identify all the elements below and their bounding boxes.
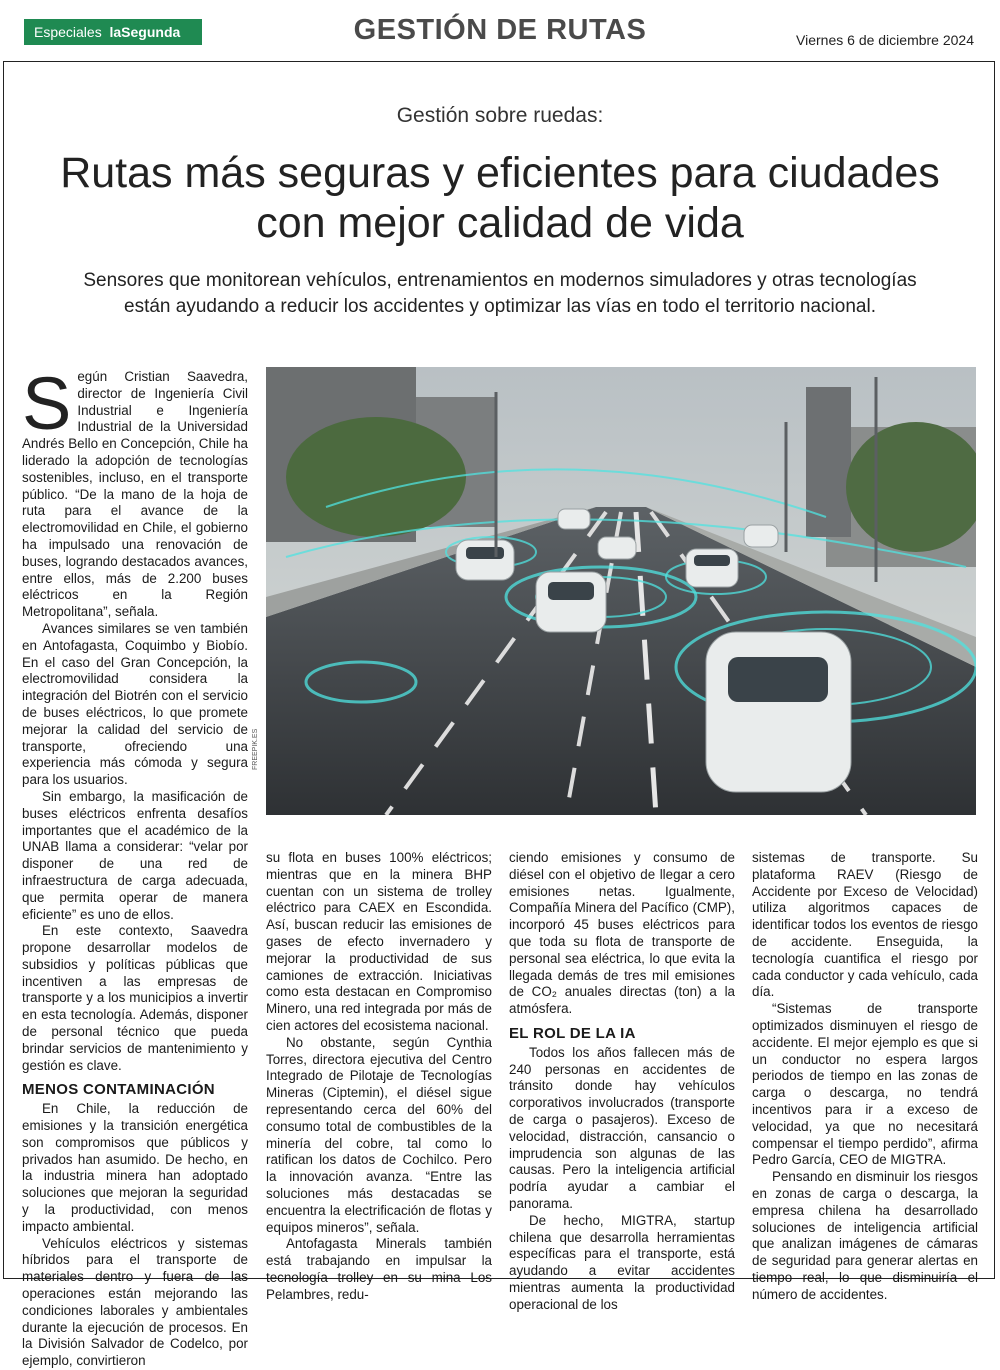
paragraph: Avances similares se ven también en Antofagasta, Coquimbo y Biobío. En el caso del Gran Concepción, la electromovilidad considera la integración del Biotrén con el servicio de buses eléctricos, lo que promete mejorar la calidad del servicio de transporte, ofreciendo una experiencia más cómoda y segura para los usuarios. [22,620,248,788]
paragraph: En este contexto, Saavedra propone desarrollar modelos de subsidios y políticas públicas que incentiven a las empresas de transporte y a los municipios a invertir en esta tecnología. Además, disponer de personal técnico que pueda brindar servicios de mantenimiento y gestión es clave. [22,923,248,1073]
subheading: MENOS CONTAMINACIÓN [22,1081,215,1099]
photo-credit: FREEPIK.ES [252,728,259,770]
paragraph: Antofagasta Minerals también está trabajando en impulsar la tecnología trolley en su mina Los Pelambres, redu- [266,1236,492,1302]
paragraph: sistemas de transporte. Su plataforma RAEV (Riesgo de Accidente por Exceso de Velocidad) utiliza algoritmos capaces de identificar todos los eventos de riesgo de accidente. Enseguida, la tecnología cuantifica el riesgo por cada conductor y cada vehículo, cada día. [752,850,978,1000]
paragraph: Pensando en disminuir los riesgos en zonas de carga o descarga, la empresa chilena ha desarrollado soluciones de inteligencia artificial que analizan imágenes de cámaras de seguridad para generar alertas en tiempo real, lo que disminuiría el número de accidentes. [752,1169,978,1302]
publication-badge: Especiales laSegunda [24,19,202,45]
paragraph: ciendo emisiones y consumo de diésel con el objetivo de llegar a cero emisiones netas. Igualmente, Compañía Minera del Pacífico (CMP), incorporó 45 buses eléctricos para que toda su flota de transporte de personal sea eléctrica, lo que evita la llegada demás de tres mil emisiones de CO₂ anuales directas (ton) a la atmósfera. [509,850,735,1017]
drop-cap: S [22,362,72,445]
paragraph: Sin embargo, la masificación de buses eléctricos enfrenta desafíos importantes que el académico de la UNAB llama a considerar: “velar por disponer de una red de infraestructura de carga adecuada, que permita operar de manera eficiente” es uno de ellos. [22,788,248,922]
article-column-1 [22,362,248,1370]
paragraph: “Sistemas de transporte optimizados disminuyen el riesgo de accidente. El mejor ejemplo es que si un conductor no espera largos periodos de tiempo en las zonas de carga o descarga, no tendrá incentivos para ir a exceso de velocidad, ya que no necesitará compensar el tiempo perdido”, afirma Pedro García, CEO de MIGTRA. [752,1001,978,1168]
subheading: EL ROL DE LA IA [509,1024,636,1042]
article-kicker: Gestión sobre ruedas: [396,104,604,127]
paragraph: Vehículos eléctricos y sistemas híbridos para el transporte de materiales dentro y fuera de las operaciones están mejorando las condiciones laborales y ambientales durante la ejecución de procesos. En la División Salvador de Codelco, por ejemplo, convirtieron [22,1235,248,1369]
article-photo [266,367,976,815]
paragraph: De hecho, MIGTRA, startup chilena que desarrolla herramientas específicas para el transporte, está ayudando a evitar accidentes mientras aumenta la productividad operacional de los [509,1212,735,1312]
article-headline: Rutas más seguras y eficientes para ciudades con mejor calidad de vida [60,149,940,247]
article-column-4 [752,850,978,1304]
section-title: GESTIÓN DE RUTAS [353,14,647,46]
paragraph: egún Cristian Saavedra, director de Ingeniería Civil Industrial e Ingeniería Industrial de la Universidad Andrés Bello en Concepción, Chile ha liderado la adopción de tecnologías sostenibles, incluso, en el transporte público. “De la mano de la hoja de ruta para el avance de la electromovilidad en Chile, el gobierno ha impulsado una renovación de buses, logrando destacados avances, entre ellos, más de 2.200 buses eléctricos en la Región Metropolitana”, señala. [22,369,248,620]
article-column-2 [266,850,492,1304]
article-deck: Sensores que monitorean vehículos, entrenamientos en modernos simuladores y otras tecnologías están ayudando a reducir los accidentes y optimizar las vías en todo el territorio nacional. [83,270,917,317]
paragraph: Todos los años fallecen más de 240 personas en accidentes de tránsito donde hay vehículos corporativos involucrados (transporte de carga o pasajeros). Exceso de velocidad, distracción, cansancio o imprudencia son algunas de las causas. Pero la inteligencia artificial podría ayudar a cambiar el panorama. [509,1044,735,1211]
paragraph: En Chile, la reducción de emisiones y la transición energética son compromisos que públicos y privados han asumido. De hecho, en la industria minera han adoptado soluciones que mejoran la seguridad y la productividad, con menos impacto ambiental. [22,1101,248,1234]
paragraph: No obstante, según Cynthia Torres, directora ejecutiva del Centro Integrado de Pilotaje de Tecnologías Mineras (Ciptemin), el diésel sigue representando cerca del 60% del consumo total de combustibles de la minería del cobre, tal como lo ratifican los datos de Cochilco. Pero la innovación avanza. “Entre las soluciones más destacadas se encuentra la electrificación de flotas y equipos mineros”, señala. [266,1034,492,1235]
paragraph: su flota en buses 100% eléctricos; mientras que en la minera BHP cuentan con un sistema de trolley eléctrico para CAEX en Escondida. Así, buscan reducir las emisiones de gases de efecto invernadero y mejorar la productividad de sus camiones de extracción. Iniciativas como esta destacan en Compromiso Minero, una red integrada por más de cien actores del ecosistema nacional. [266,850,492,1033]
issue-date: Viernes 6 de diciembre 2024 [796,32,974,48]
road-sensor-illustration [266,367,976,815]
article-column-3 [509,850,735,1314]
